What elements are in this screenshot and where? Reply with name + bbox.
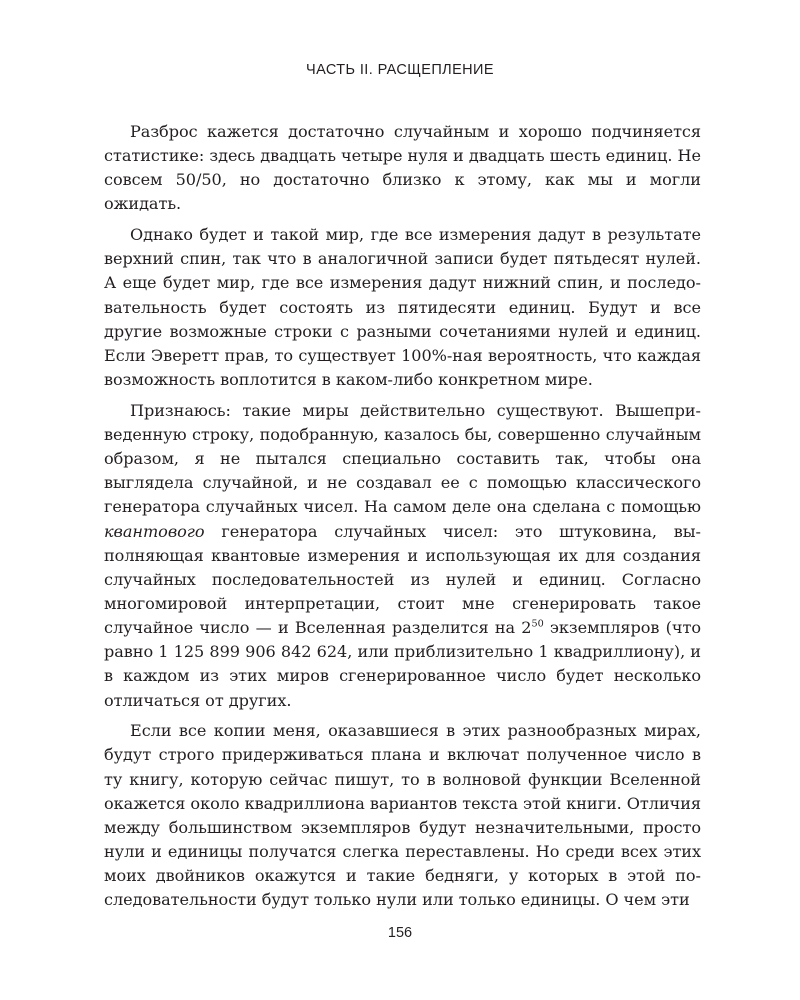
italic-term: квантового [104, 521, 205, 541]
paragraph-3-text-c: экземпляров (что равно 1 125 899 906 842 624, или приблизительно 1 квадриллиону), и в каждом из этих миров сгенерированное число будет несколько отличаться от других. [104, 618, 701, 710]
paragraph-4 [104, 719, 701, 912]
paragraph-3-text-b: генератора случайных чисел: это штуковина, выполняющая квантовые измерения и использующая их для создания случайных последовательностей из нулей и единиц. Согласно многомировой интерпретации, стоит мне сгенерировать такое случайное число — и Вселенная разделится на 2 [104, 521, 701, 638]
exponent: 50 [531, 618, 544, 630]
paragraph-3-text-a: Признаюсь: такие миры действительно существуют. Вышеприведенную строку, подобранную, казалось бы, совершенно случайным образом, я не пытался специально составить так, чтобы она выглядела случайной, и не создавал ее с помощью классического генератора случайных чисел. На самом деле она сделана с помощью [104, 400, 701, 517]
paragraph-3 [104, 399, 701, 713]
paragraph-2-text: Однако будет и такой мир, где все измерения дадут в результате верхний спин, так что в аналогичной записи будет пятьдесят нулей. А еще будет мир, где все измерения дадут нижний спин, и последовательность будет состоять из пятидесяти единиц. Будут и все другие возможные строки с разными сочетаниями нулей и единиц. Если Эверетт прав, то существует 100%-ная вероятность, что каждая возможность воплотится в каком-либо конкретном мире. [104, 225, 701, 390]
page-number: 156 [387, 925, 413, 941]
paragraph-1-text: Разброс кажется достаточно случайным и хорошо подчиняется статистике: здесь двадцать четыре нуля и двадцать шесть единиц. Не совсем 50/50, но достаточно близко к этому, как мы и могли ожидать. [104, 122, 701, 214]
paragraph-1 [104, 120, 701, 217]
body-text [104, 120, 701, 913]
paragraph-2 [104, 223, 701, 392]
running-head: ЧАСТЬ II. РАСЩЕПЛЕНИЕ [306, 62, 494, 78]
paragraph-4-text: Если все копии меня, оказавшиеся в этих разнообразных мирах, будут строго придерживаться плана и включат полученное число в ту книгу, которую сейчас пишут, то в волновой функции Вселенной окажется около квадриллиона вариантов текста этой книги. Отличия между большинством экземпляров будут незначительными, просто нули и единицы получатся слегка переставлены. Но среди всех этих моих двойников окажутся и такие бедняги, у которых в этой последовательности будут только нули или только единицы. О чем эти [104, 721, 701, 910]
